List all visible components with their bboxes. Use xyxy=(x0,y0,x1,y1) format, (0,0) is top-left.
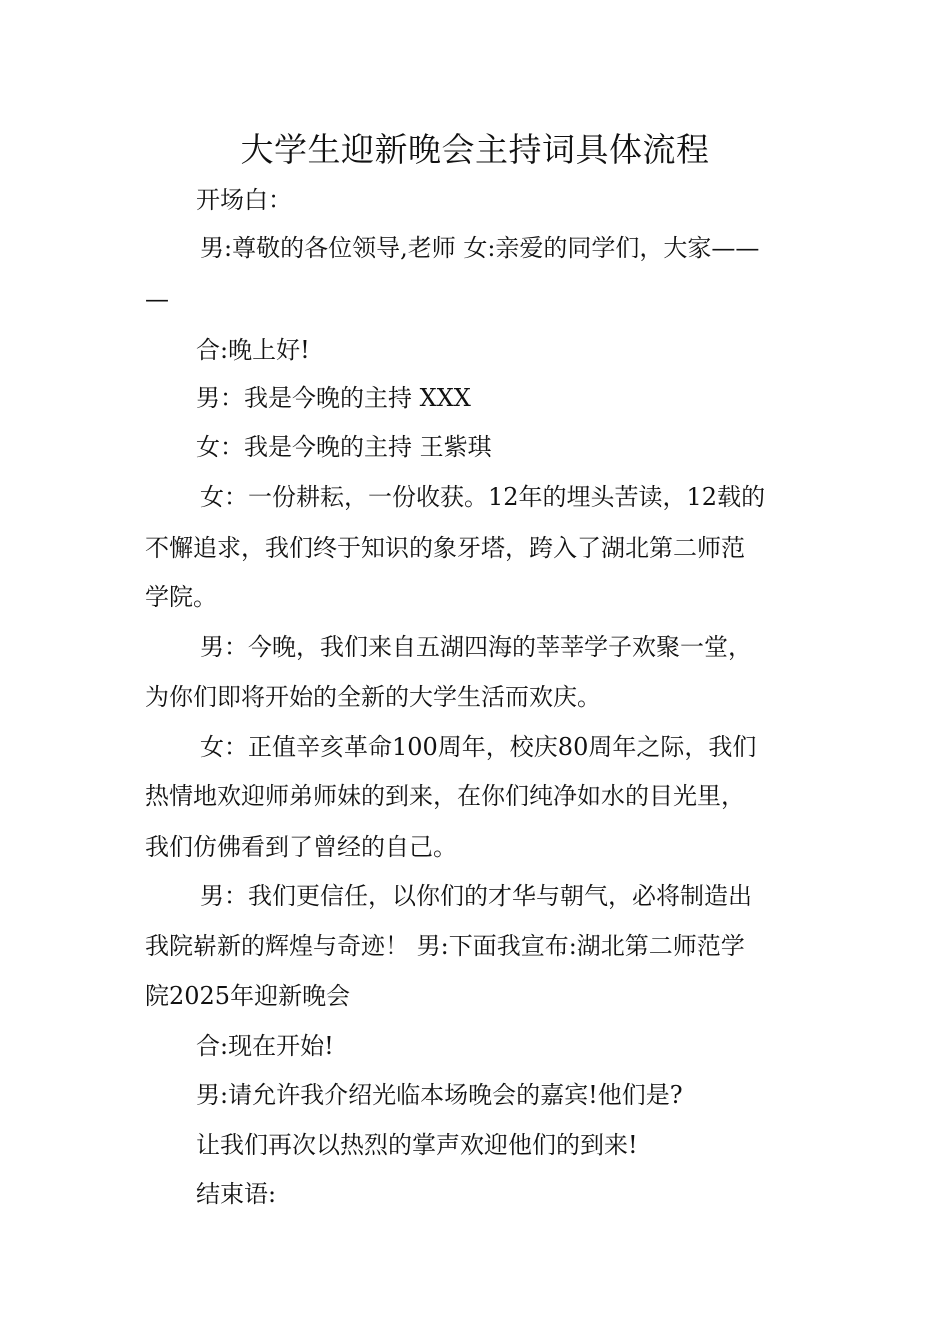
text-line: 男:请允许我介绍光临本场晚会的嘉宾!他们是? xyxy=(196,1081,683,1109)
text-line: 女：一份耕耘，一份收获。12年的埋头苦读，12载的 xyxy=(200,483,766,511)
text-line: 男：今晚，我们来自五湖四海的莘莘学子欢聚一堂， xyxy=(200,633,752,661)
text-line: 学院。 xyxy=(145,583,217,611)
text-line: 男:尊敬的各位领导,老师 女:亲爱的同学们，大家—— xyxy=(200,234,760,262)
text-line: 男：我是今晚的主持 XXX xyxy=(196,384,471,412)
text-line: 结束语: xyxy=(196,1180,277,1208)
text-line: 院2025年迎新晚会 xyxy=(145,982,351,1010)
text-line: 不懈追求，我们终于知识的象牙塔，跨入了湖北第二师范 xyxy=(145,534,745,562)
text-line: 我们仿佛看到了曾经的自己。 xyxy=(145,833,457,861)
text-line: 合:现在开始! xyxy=(196,1032,334,1060)
text-line: — xyxy=(145,285,169,313)
text-line: 让我们再次以热烈的掌声欢迎他们的到来! xyxy=(196,1131,638,1159)
text-line: 男：我们更信任，以你们的才华与朝气，必将制造出 xyxy=(200,882,752,910)
document-title: 大学生迎新晚会主持词具体流程 xyxy=(240,130,710,169)
text-line: 热情地欢迎师弟师妹的到来，在你们纯净如水的目光里， xyxy=(145,782,745,810)
text-line: 为你们即将开始的全新的大学生活而欢庆。 xyxy=(145,683,601,711)
text-line: 我院崭新的辉煌与奇迹！ 男:下面我宣布:湖北第二师范学 xyxy=(145,932,745,960)
text-line: 女：我是今晚的主持 王紫琪 xyxy=(196,433,492,461)
text-line: 合:晚上好! xyxy=(196,336,310,364)
text-line: 开场白： xyxy=(196,186,292,214)
text-line: 女：正值辛亥革命100周年，校庆80周年之际，我们 xyxy=(200,733,757,761)
